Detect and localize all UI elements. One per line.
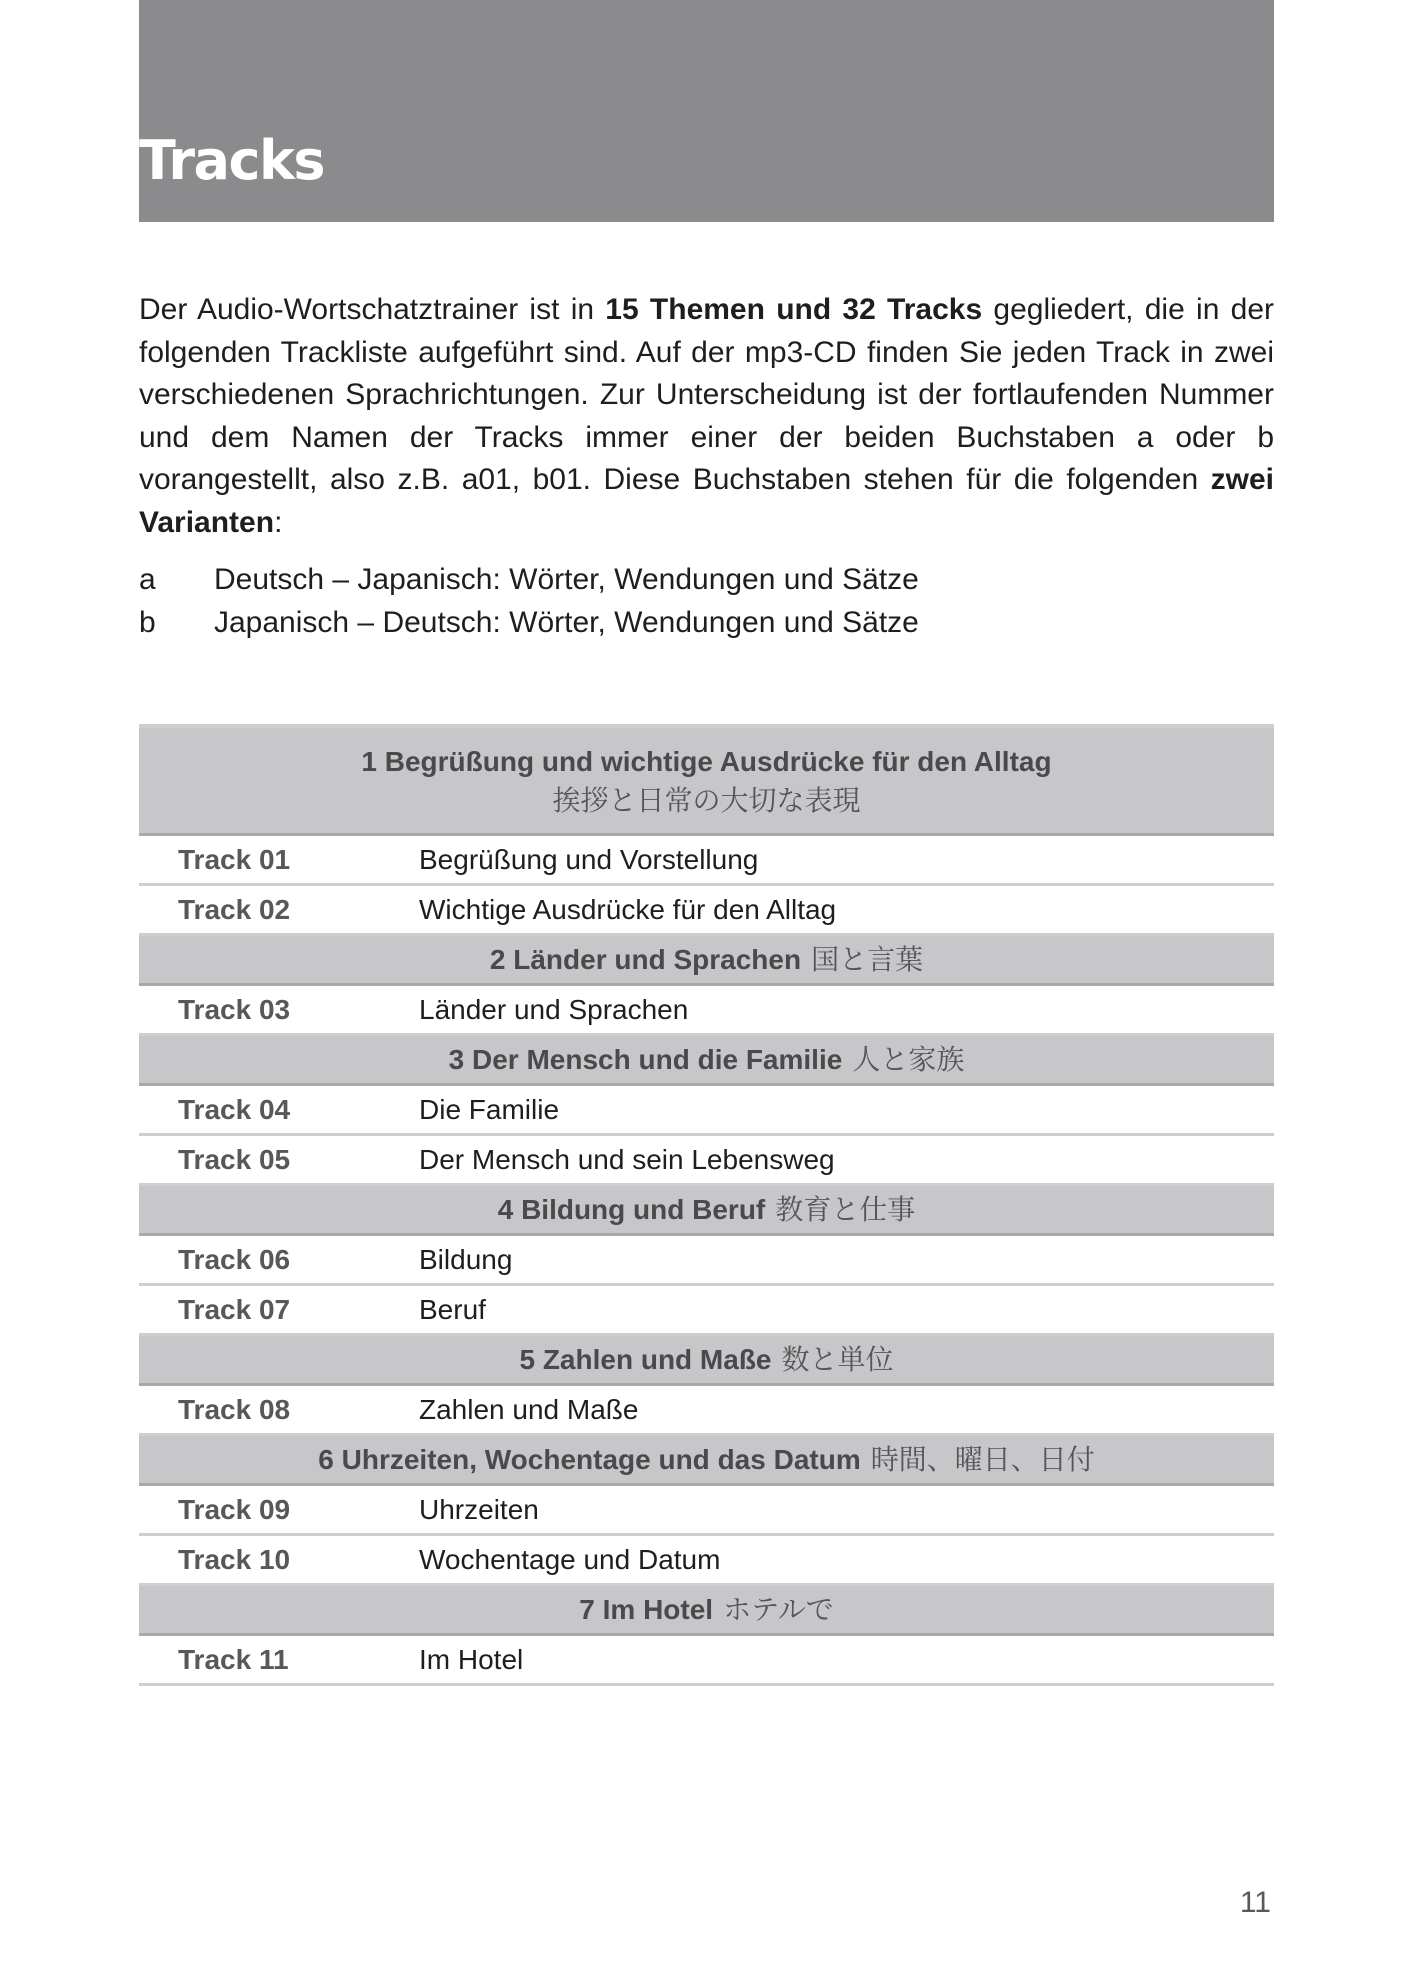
section-heading-line (498, 1190, 916, 1230)
section-header (139, 1586, 1274, 1636)
track-title: Zahlen und Maße (419, 1393, 639, 1425)
variant-key: b (139, 605, 156, 639)
table-row (139, 1286, 1274, 1336)
section-heading-line (490, 940, 923, 980)
section-title-jp: 挨拶と日常の大切な表現 (552, 783, 861, 817)
intro-emphasis: 15 Themen und 32 Tracks (605, 293, 983, 326)
intro-text: gegliedert, die in der folgenden Trackliste aufgeführt sind. Auf der mp3-CD finden Sie jeden Track in zwei verschiedenen Sprachrichtungen. Zur Unterscheidung ist der fortlaufenden Nummer und dem Namen der Tracks immer einer der beiden Buchstaben a oder b vorangestellt, also z.B. a01, b01. Diese Buchstaben stehen für die folgenden (139, 293, 1274, 496)
track-title: Wichtige Ausdrücke für den Alltag (419, 893, 837, 925)
page-header (139, 0, 1274, 222)
section-heading-line (579, 1590, 833, 1630)
section-title: 3 Der Mensch und die Familie (448, 1043, 843, 1075)
page-title: Tracks (139, 129, 325, 192)
intro-emphasis: zwei Varianten (139, 463, 1274, 539)
track-number: Track 03 (178, 993, 291, 1025)
table-row (139, 1536, 1274, 1586)
section-header (139, 1436, 1274, 1486)
section-title: 7 Im Hotel (579, 1593, 714, 1625)
track-number: Track 05 (178, 1143, 291, 1175)
track-table (139, 724, 1274, 1686)
track-number: Track 11 (178, 1643, 289, 1675)
page-number: 11 (1239, 1886, 1271, 1919)
intro-text: : (274, 505, 283, 539)
table-row (139, 1136, 1274, 1186)
track-title: Begrüßung und Vorstellung (419, 843, 759, 875)
section-heading-line (519, 1340, 893, 1380)
track-number: Track 06 (178, 1243, 291, 1275)
track-title: Wochentage und Datum (419, 1543, 721, 1575)
variant-item (139, 602, 1274, 645)
table-row (139, 1086, 1274, 1136)
variant-text: Deutsch – Japanisch: Wörter, Wendungen und Sätze (214, 563, 919, 596)
section-title-jp: 教育と仕事 (775, 1192, 916, 1226)
track-number: Track 09 (178, 1493, 291, 1525)
track-number: Track 08 (178, 1393, 291, 1425)
section-title-jp: 人と家族 (852, 1042, 965, 1076)
track-title: Uhrzeiten (419, 1493, 539, 1525)
table-row (139, 1636, 1274, 1686)
section-title-jp: ホテルで (723, 1592, 834, 1626)
table-row (139, 1386, 1274, 1436)
section-title: 4 Bildung und Beruf (497, 1193, 766, 1225)
track-title: Beruf (419, 1293, 486, 1325)
section-header (139, 1336, 1274, 1386)
variant-item (139, 559, 1274, 602)
section-header (139, 728, 1274, 836)
section-heading-line (318, 1440, 1094, 1480)
track-number: Track 02 (178, 893, 291, 925)
track-number: Track 04 (178, 1093, 291, 1125)
section-title-jp: 時間、曜日、日付 (870, 1442, 1095, 1476)
track-number: Track 10 (178, 1543, 291, 1575)
section-title: 1 Begrüßung und wichtige Ausdrücke für den Alltag (361, 745, 1052, 777)
table-row (139, 836, 1274, 886)
section-header (139, 1036, 1274, 1086)
intro-text: Der Audio-Wortschatztrainer ist in (139, 293, 606, 326)
section-title: 2 Länder und Sprachen (489, 943, 802, 975)
track-number: Track 07 (178, 1293, 291, 1325)
track-title: Im Hotel (419, 1643, 524, 1675)
track-title: Die Familie (419, 1093, 560, 1125)
section-title-jp: 数と単位 (781, 1342, 894, 1376)
section-header (139, 936, 1274, 986)
table-row (139, 886, 1274, 936)
section-heading-line (449, 1040, 965, 1080)
intro-paragraph (139, 289, 1274, 544)
section-title: 6 Uhrzeiten, Wochentage und das Datum (318, 1443, 861, 1475)
track-title: Bildung (419, 1243, 513, 1275)
table-row (139, 1236, 1274, 1286)
table-row (139, 1486, 1274, 1536)
variant-key: a (139, 563, 156, 596)
variant-list (139, 559, 1274, 644)
section-header (139, 1186, 1274, 1236)
section-title: 5 Zahlen und Maße (519, 1343, 772, 1375)
section-title-jp: 国と言葉 (811, 942, 924, 976)
table-row (139, 986, 1274, 1036)
variant-text: Japanisch – Deutsch: Wörter, Wendungen und Sätze (214, 605, 919, 639)
track-number: Track 01 (178, 843, 291, 875)
track-title: Länder und Sprachen (419, 993, 689, 1025)
track-title: Der Mensch und sein Lebensweg (419, 1143, 835, 1175)
